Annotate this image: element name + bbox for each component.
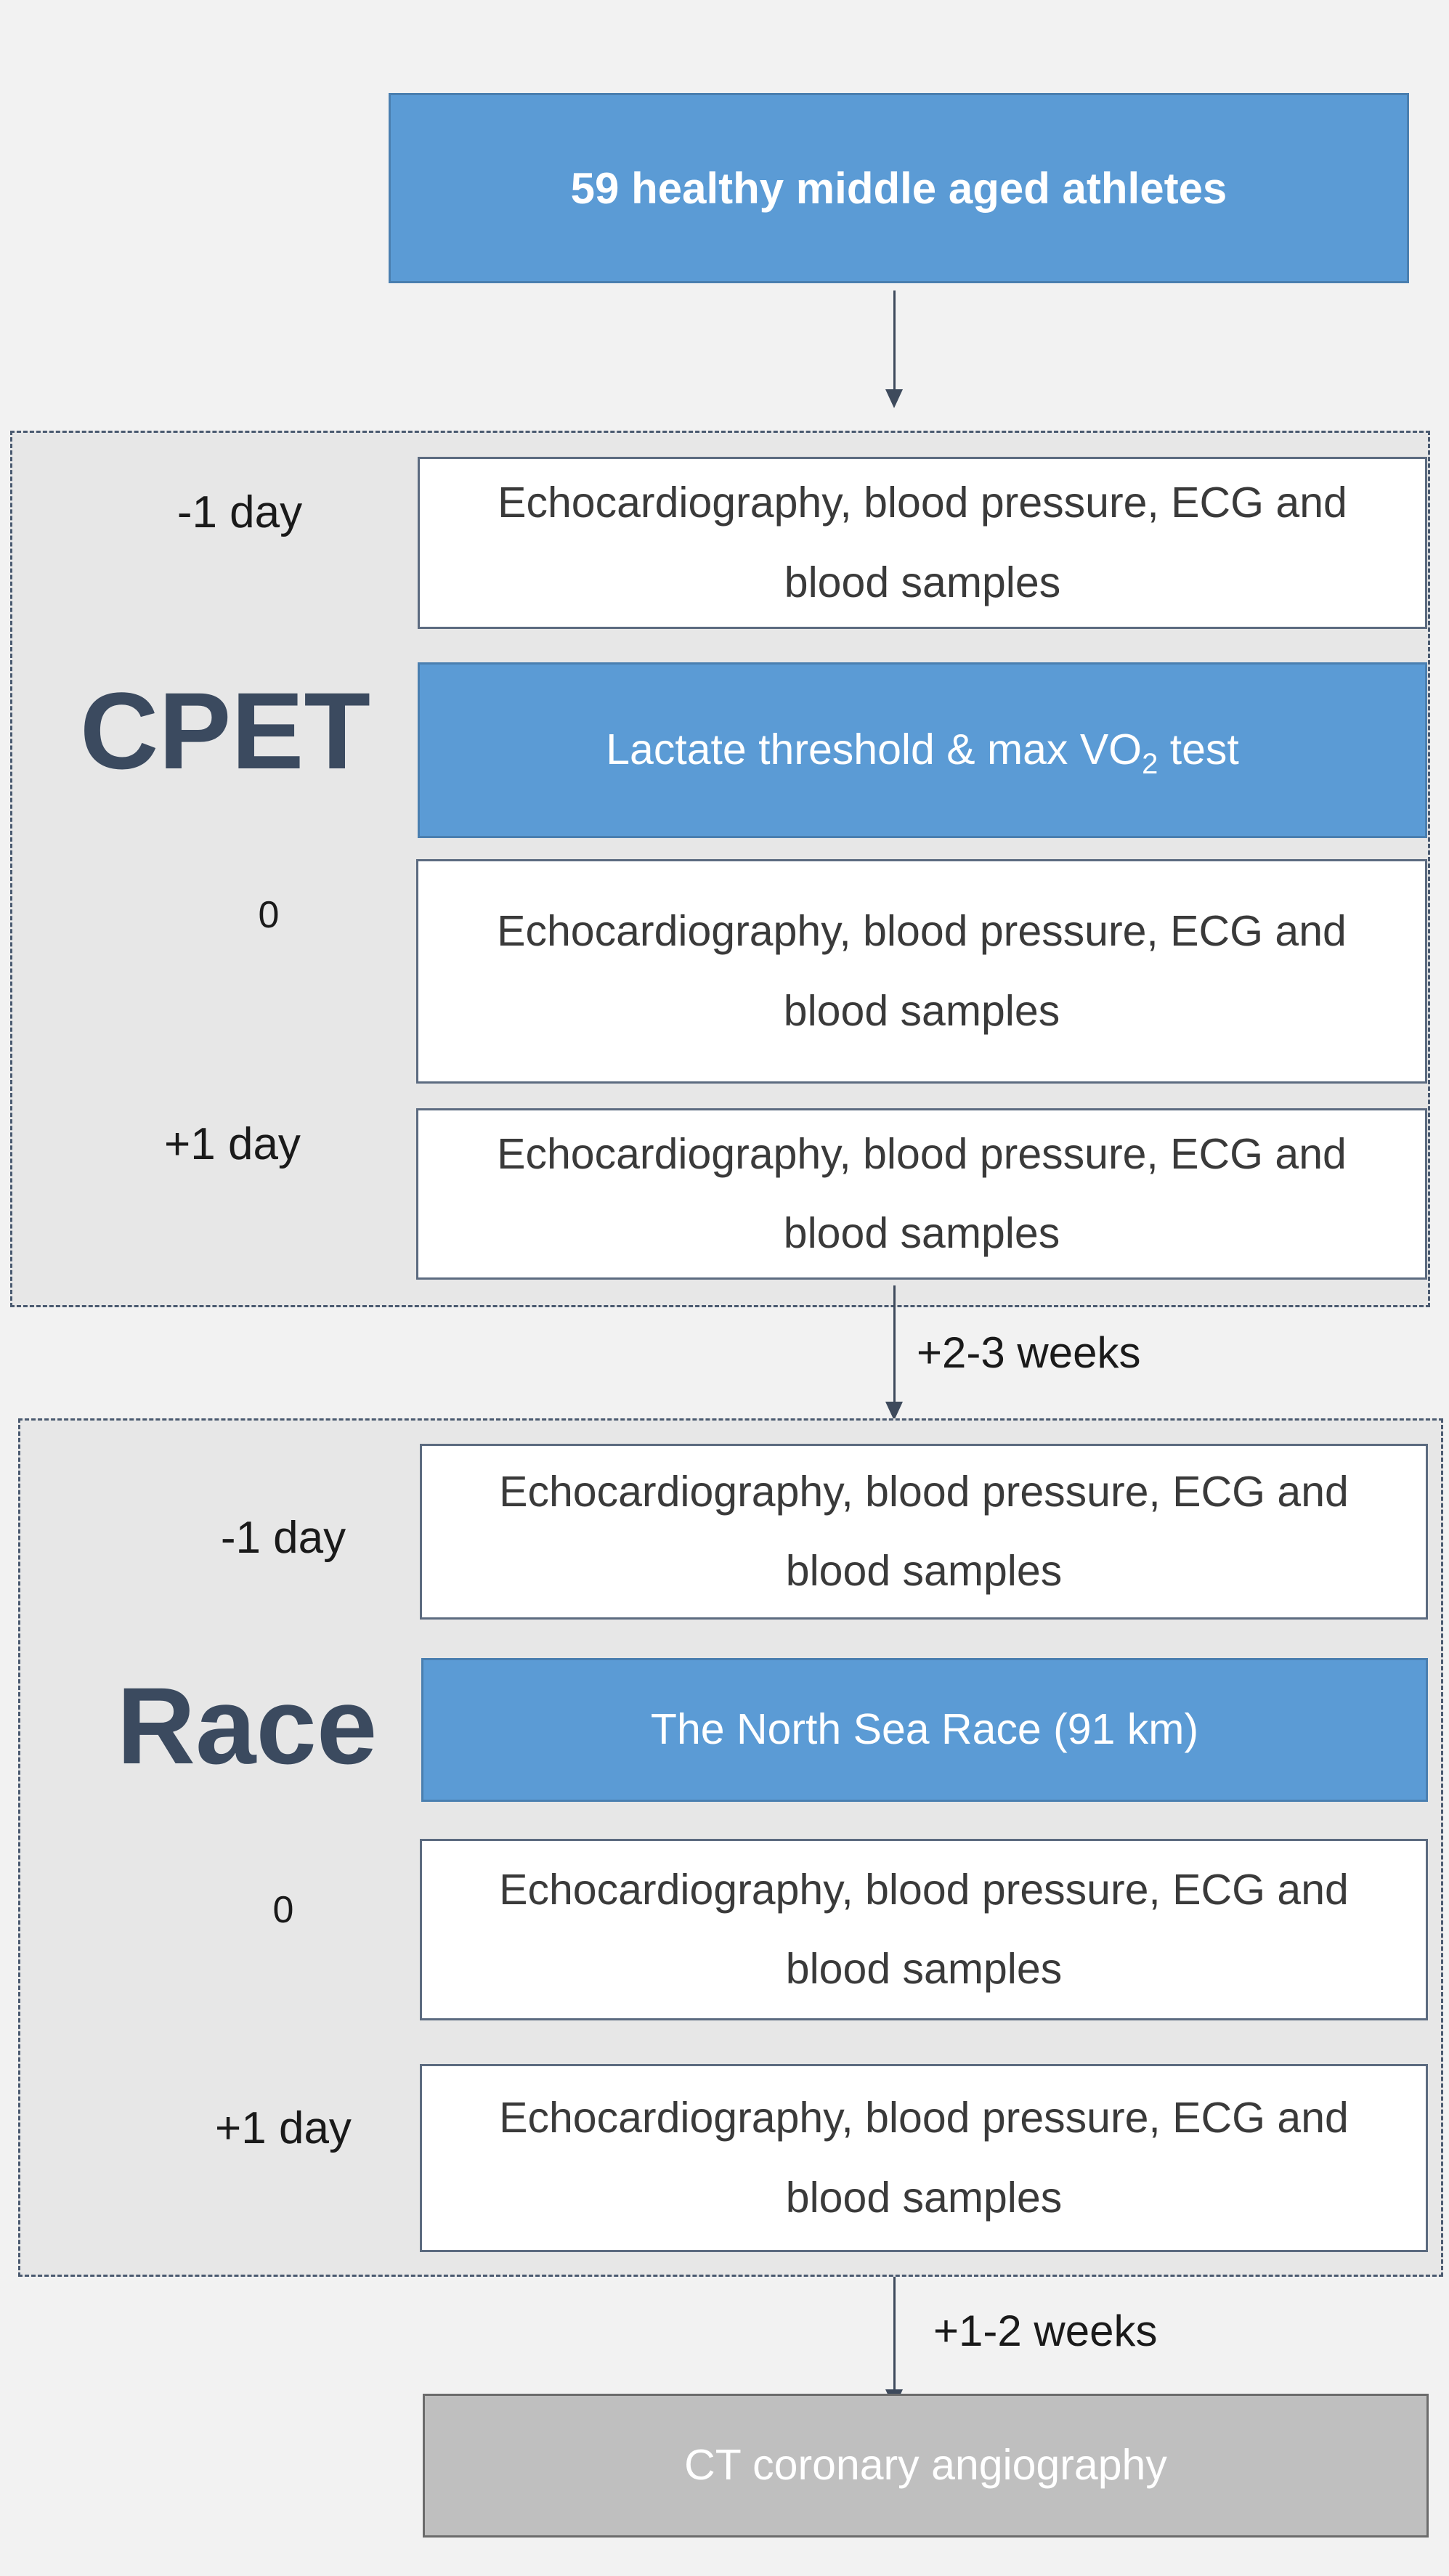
cpet-post1-box	[416, 1108, 1427, 1280]
race-post1-text: Echocardiography, blood pressure, ECG and blood samples	[499, 2094, 1349, 2222]
gap2-label: +1-2 weeks	[933, 2307, 1158, 2355]
cpet-pre-text: Echocardiography, blood pressure, ECG and blood samples	[498, 479, 1347, 606]
race-post1-box	[420, 2064, 1428, 2252]
cpet-pre-time: -1 day	[176, 487, 303, 537]
race-phase-label: Race	[116, 1665, 378, 1787]
race-post0-text: Echocardiography, blood pressure, ECG and blood samples	[499, 1865, 1349, 1993]
race-pre-box	[420, 1444, 1428, 1620]
cpet-test-text: Lactate threshold & $\max VO_2$ test	[606, 725, 1239, 780]
cpet-pre-box	[418, 457, 1427, 629]
arrow-head-1	[885, 389, 903, 408]
cpet-phase-label: CPET	[79, 670, 371, 792]
race-post0-box	[420, 1839, 1428, 2020]
arrow-line-3	[893, 2277, 896, 2393]
cpet-post0-text: Echocardiography, blood pressure, ECG and blood samples	[497, 907, 1347, 1035]
participants-box	[389, 93, 1409, 283]
ct-angiography-box	[423, 2394, 1429, 2538]
ct-angiography-text: CT coronary angiography	[684, 2441, 1167, 2490]
race-event-box	[421, 1658, 1428, 1802]
cpet-post0-time: 0	[258, 894, 280, 936]
cpet-post1-time: +1 day	[164, 1119, 301, 1169]
race-pre-text: Echocardiography, blood pressure, ECG and blood samples	[499, 1467, 1349, 1595]
race-event-text: The North Sea Race (91 km)	[650, 1705, 1199, 1754]
arrow-line-1	[893, 290, 896, 392]
arrow-line-2	[893, 1285, 896, 1405]
gap1-label: +2-3 weeks	[917, 1328, 1141, 1377]
participants-text: 59 healthy middle aged athletes	[570, 163, 1227, 213]
race-post1-time: +1 day	[215, 2103, 352, 2153]
cpet-test-box	[418, 662, 1427, 838]
race-pre-time: -1 day	[220, 1513, 346, 1563]
race-post0-time: 0	[272, 1889, 294, 1931]
cpet-post1-text: Echocardiography, blood pressure, ECG and blood samples	[497, 1129, 1347, 1257]
cpet-post0-box	[416, 859, 1427, 1084]
